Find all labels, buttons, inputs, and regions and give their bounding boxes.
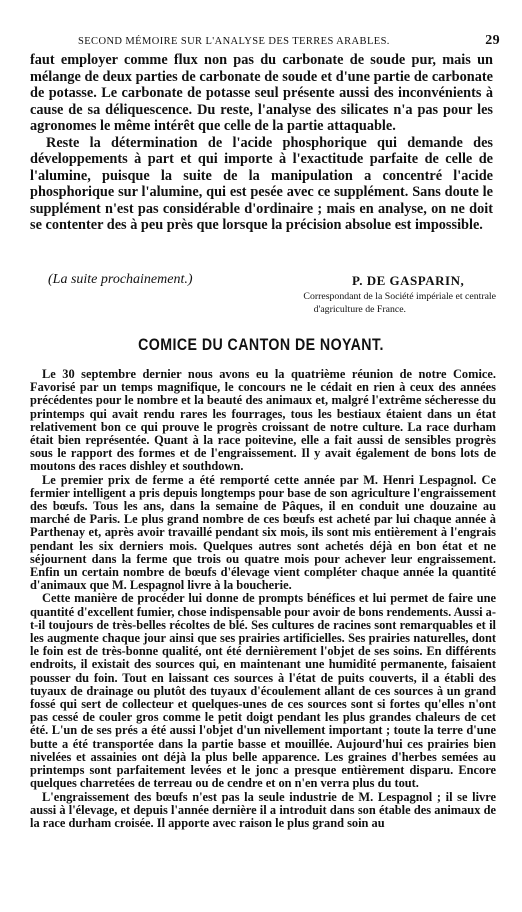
article-body: [30, 368, 496, 830]
author-affiliation: Correspondant de la Société impériale et centrale: [303, 291, 496, 302]
page-number: 29: [485, 33, 500, 48]
continuation-note: (La suite prochainement.): [48, 272, 193, 287]
paragraph: Reste la détermination de l'acide phosphorique qui demande des développements à part et qui importe à l'exactitude parfaite de celle de l'alumine, puisque la suite de la manipulation a concentré l'acide phosphorique sur l'alumine, qui est pesée avec ce supplément. Sans doute le supplément n'est pas considérable d'ordinaire ; mais en analyse, on ne doit se contenter des à peu près que lorsque la précision absolue est impossible.: [30, 134, 493, 233]
paragraph: faut employer comme flux non pas du carbonate de soude pur, mais un mélange de deux parties de carbonate de soude et d'une partie de carbonate de potasse. Le carbonate de potasse seul présente aussi des inconvénients à cause de sa déliquescence. Du reste, l'analyse des silicates n'a pas pour les agronomes le même intérêt que celle de la partie attaquable.: [30, 52, 493, 134]
page-header: [28, 33, 500, 51]
paragraph: L'engraissement des bœufs n'est pas la seule industrie de M. Lespagnol ; il se livre aussi à l'élevage, et depuis l'année dernière il a introduit dans son étable des animaux de la race durham croisée. Il apporte avec raison le plus grand soin au: [30, 789, 496, 830]
signature-block: [30, 272, 496, 322]
running-title: SECOND MÉMOIRE SUR L'ANALYSE DES TERRES ARABLES.: [78, 36, 390, 47]
article-continuation: [30, 52, 493, 234]
author-name: P. DE GASPARIN,: [352, 273, 465, 288]
section-heading: COMICE DU CANTON DE NOYANT.: [138, 336, 384, 354]
paragraph: Le 30 septembre dernier nous avons eu la quatrième réunion de notre Comice. Favorisé par un temps magnifique, le concours ne le cédait en rien à ceux des années précédentes pour le nombre et la beauté des animaux et, malgré l'extrême sécheresse du printemps qui avait rendu rares les fourrages, tous les bestiaux étaient dans un état relativement bon ce qui prouve le progrès croissant de notre culture. La race durham était bien représentée. Quant à la race poitevine, elle a fait aussi de sensibles progrès sous le rapport des formes et de l'engraissement. Il y avait également de bons lots de moutons des races dishley et southdown.: [30, 367, 496, 474]
author-affiliation-cont: d'agriculture de France.: [313, 304, 406, 315]
paragraph: Cette manière de procéder lui donne de prompts bénéfices et lui permet de faire une quantité d'excellent fumier, chose indispensable pour avoir de bons rendements. Aussi a-t-il toujours de très-belles récoltes de blé. Ses cultures de racines sont remarquables et il les augmente chaque jour ainsi que ses prairies artificielles. Ses prairies naturelles, dont le foin est de très-bonne qualité, ont été dernièrement l'objet de ses soins. En différents endroits, il existait des sources qui, en maintenant une humidité permanente, faisaient pousser du foin. Tout en laissant ces sources à l'état de puits couverts, il a établi des tuyaux de drainage ou plutôt des tuyaux d'écoulement allant de ces sources à un grand fossé qui sert de collecteur et quelques-unes de ces sources sont si fortes qu'elles n'ont pas cessé de couler gros comme le petit doigt pendant les plus grandes chaleurs de cet été. L'un de ses prés a été aussi l'objet d'un nivellement important ; toute la terre d'une butte a été transportée dans la partie basse et mouillée. Aujourd'hui ces prairies bien nivelées et assainies ont déjà la plus belle apparence. Les graines d'herbes semées au printemps sont parfaitement levées et le jonc a presque entièrement disparu. Encore quelques charretées de terreau ou de cendre et on n'en verra plus du tout.: [30, 591, 496, 791]
paragraph: Le premier prix de ferme a été remporté cette année par M. Henri Lespagnol. Ce fermier intelligent a pris depuis longtemps pour base de son agriculture l'engraissement des bœufs. Tous les ans, dans la semaine de Pâques, il en conduit une douzaine au marché de Paris. Le plus grand nombre de ces bœufs est acheté par lui chaque année à Parthenay et, après avoir travaillé pendant six mois, ils sont mis entièrement à l'engrais pendant les six derniers mois. Quelques autres sont achetés déjà en bon état et ne séjournent dans la ferme que trois ou quatre mois pour achever leur engraissement. Enfin un certain nombre de bœufs d'élevage vient compléter chaque année la quantité d'animaux que M. Lespagnol livre à la boucherie.: [30, 472, 496, 593]
